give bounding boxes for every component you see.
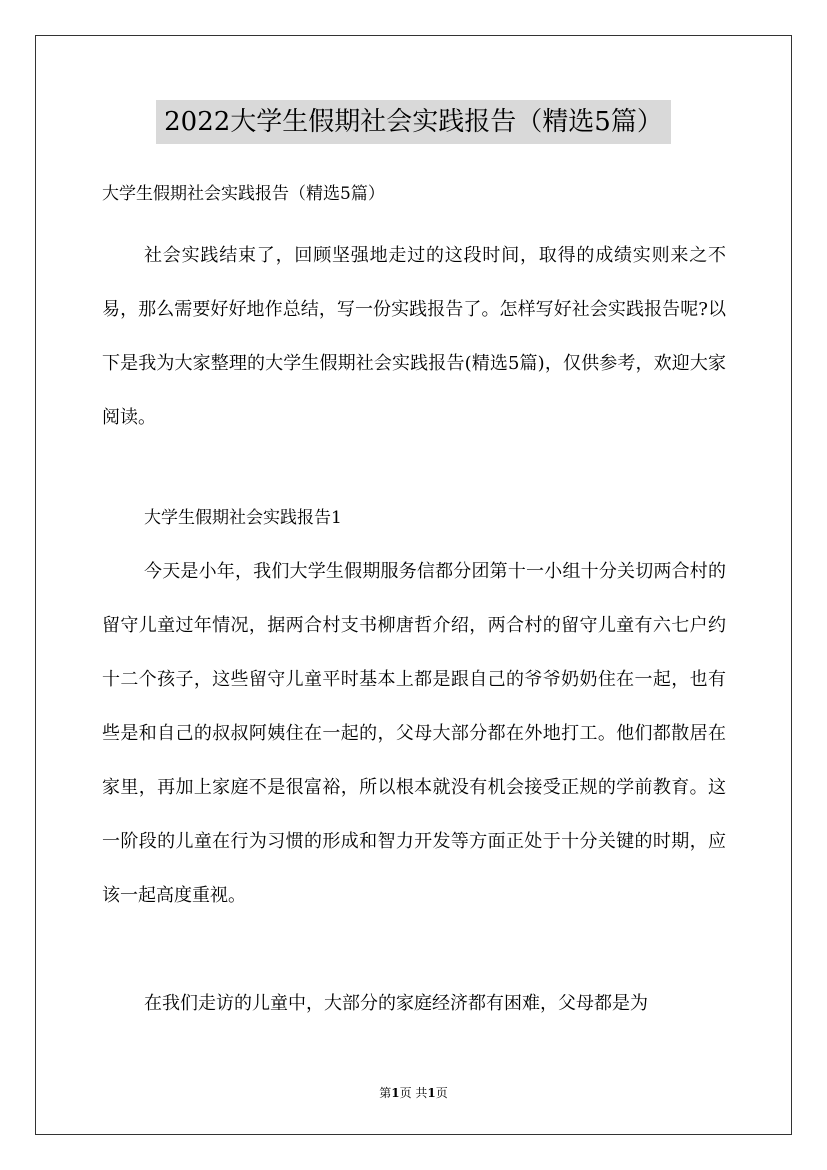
document-subtitle: 大学生假期社会实践报告（精选5篇） (102, 184, 385, 204)
title-container (0, 100, 827, 144)
body-paragraph-2: 在我们走访的儿童中，大部分的家庭经济都有困难，父母都是为 (144, 993, 648, 1014)
footer-page-number: 1 (391, 1086, 400, 1100)
document-title: 2022大学生假期社会实践报告（精选5篇） (156, 100, 671, 144)
footer-prefix: 第 (379, 1086, 392, 1100)
footer-suffix: 页 (435, 1086, 448, 1100)
footer-mid: 页 共 (399, 1086, 428, 1100)
section-heading: 大学生假期社会实践报告1 (144, 508, 342, 528)
intro-paragraph: 社会实践结束了，回顾坚强地走过的这段时间，取得的成绩实则来之不易，那么需要好好地作总结，写一份实践报告了。怎样写好社会实践报告呢?以下是我为大家整理的大学生假期社会实践报告(精选5篇)，仅供参考，欢迎大家阅读。 (102, 245, 726, 428)
page-footer (0, 1084, 827, 1101)
body-paragraph-1: 今天是小年，我们大学生假期服务信都分团第十一小组十分关切两合村的留守儿童过年情况，据两合村支书柳唐哲介绍，两合村的留守儿童有六七户约十二个孩子，这些留守儿童平时基本上都是跟自己的爷爷奶奶住在一起，也有些是和自己的叔叔阿姨住在一起的，父母大部分都在外地打工。他们都散居在家里，再加上家庭不是很富裕，所以根本就没有机会接受正规的学前教育。这一阶段的儿童在行为习惯的形成和智力开发等方面正处于十分关键的时期，应该一起高度重视。 (102, 561, 726, 906)
footer-total-pages: 1 (427, 1086, 436, 1100)
